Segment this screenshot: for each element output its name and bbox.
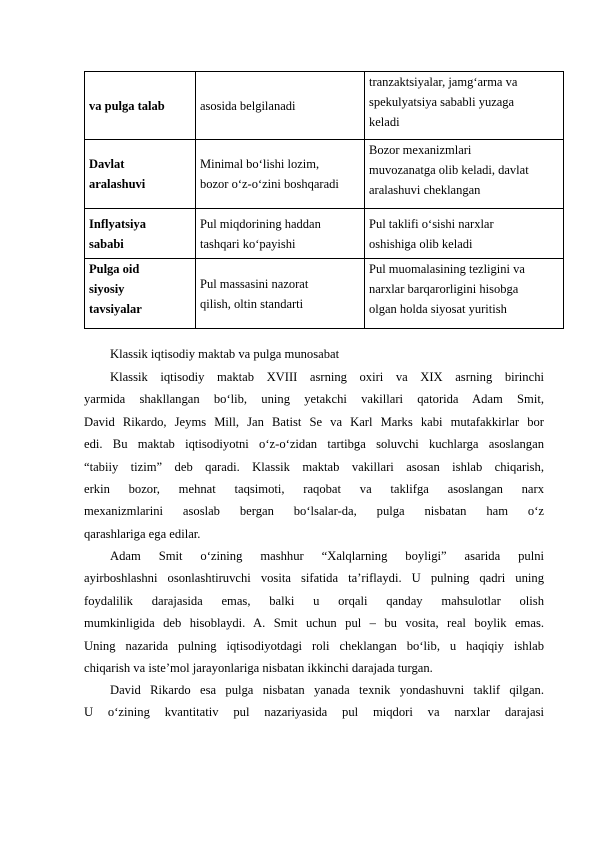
table-cell xyxy=(365,72,564,140)
table-row xyxy=(85,140,564,209)
table-cell xyxy=(365,140,564,209)
text-line: erkin bozor, mehnat taqsimoti, raqobat va taklifga asoslangan narx xyxy=(84,481,544,496)
table-cell xyxy=(365,209,564,259)
text-line: chiqarish va iste’mol jarayonlariga nisbatan ikkinchi darajada turgan. xyxy=(84,660,433,675)
table-row xyxy=(85,72,564,140)
table-cell xyxy=(85,209,196,259)
text-line: yarmida shakllangan bo‘lib, uning yetakchi vakillari qatorida Adam Smit, xyxy=(84,392,544,407)
text-line: Klassik iqtisodiy maktab XVIII asrning oxiri va XIX asrning birinchi xyxy=(110,370,544,384)
table-cell xyxy=(85,259,196,329)
cell-text: Inflyatsiya sababi xyxy=(89,216,146,251)
cell-text: Pul miqdorining haddan tashqari ko‘payishi xyxy=(200,216,321,251)
section-heading: Klassik iqtisodiy maktab va pulga munosabat xyxy=(110,347,340,361)
text-line: David Rikardo, Jeyms Mill, Jan Batist Se va Karl Marks kabi mutafakkirlar bor xyxy=(84,414,544,429)
table-cell xyxy=(196,259,365,329)
table-cell xyxy=(85,72,196,140)
text-line: foydalilik darajasida emas, balki u orqali qanday mahsulotlar olish xyxy=(84,593,544,608)
cell-text: Pulga oid siyosiy tavsiyalar xyxy=(89,262,142,316)
table-cell xyxy=(85,140,196,209)
text-line: “tabiiy tizim” deb qaradi. Klassik maktab vakillari asosan ishlab chiqarish, xyxy=(84,459,544,474)
table-cell xyxy=(196,72,365,140)
paragraph-1 xyxy=(84,366,544,545)
text-line: ayirboshlashni osonlashtiruvchi vosita sifatida ta’riflaydi. U pulning qadri uning xyxy=(84,571,544,586)
table-row xyxy=(85,209,564,259)
text-line: mexanizmlarini asoslab bergan bo‘lsalar-da, pulga nisbatan ham o‘z xyxy=(84,504,544,519)
comparison-table xyxy=(84,71,564,329)
table-cell xyxy=(365,259,564,329)
paragraph-3 xyxy=(84,679,544,724)
paragraph-2 xyxy=(84,545,544,679)
text-line: Adam Smit o‘zining mashhur “Xalqlarning boyligi” asarida pulni xyxy=(110,549,544,563)
table-row xyxy=(85,259,564,329)
text-line: U o‘zining kvantitativ pul nazariyasida pul miqdori va narxlar darajasi xyxy=(84,705,544,720)
table-cell xyxy=(196,140,365,209)
cell-text: Davlat aralashuvi xyxy=(89,157,146,191)
cell-text: Pul taklifi o‘sishi narxlar oshishiga olib keladi xyxy=(369,216,494,251)
text-line: Uning nazarida pulning iqtisodiyotdagi roli cheklangan bo‘lib, u haqiqiy ishlab xyxy=(84,638,544,653)
cell-text: Pul muomalasining tezligini va narxlar barqarorligini hisobga olgan holda siyosat yuritish xyxy=(369,262,525,316)
text-line: mumkinligida deb hisoblaydi. A. Smit uchun pul – bu vosita, real boylik emas. xyxy=(84,616,544,631)
cell-text: tranzaktsiyalar, jamg‘arma va spekulyatsiya sababli yuzaga keladi xyxy=(369,75,518,129)
cell-text: asosida belgilanadi xyxy=(200,98,296,113)
cell-text: va pulga talab xyxy=(89,98,165,113)
text-line: David Rikardo esa pulga nisbatan yanada texnik yondashuvni taklif qilgan. xyxy=(110,683,544,697)
cell-text: Bozor mexanizmlari muvozanatga olib keladi, davlat aralashuvi cheklangan xyxy=(369,143,529,197)
table-cell xyxy=(196,209,365,259)
cell-text: Pul massasini nazorat qilish, oltin standarti xyxy=(200,276,309,311)
cell-text: Minimal bo‘lishi lozim, bozor o‘z-o‘zini boshqaradi xyxy=(200,157,339,191)
text-line: qarashlariga ega edilar. xyxy=(84,526,201,541)
text-line: edi. Bu maktab iqtisodiyotni o‘z-o‘zidan tartibga soluvchi kuchlarga asoslangan xyxy=(84,437,544,452)
